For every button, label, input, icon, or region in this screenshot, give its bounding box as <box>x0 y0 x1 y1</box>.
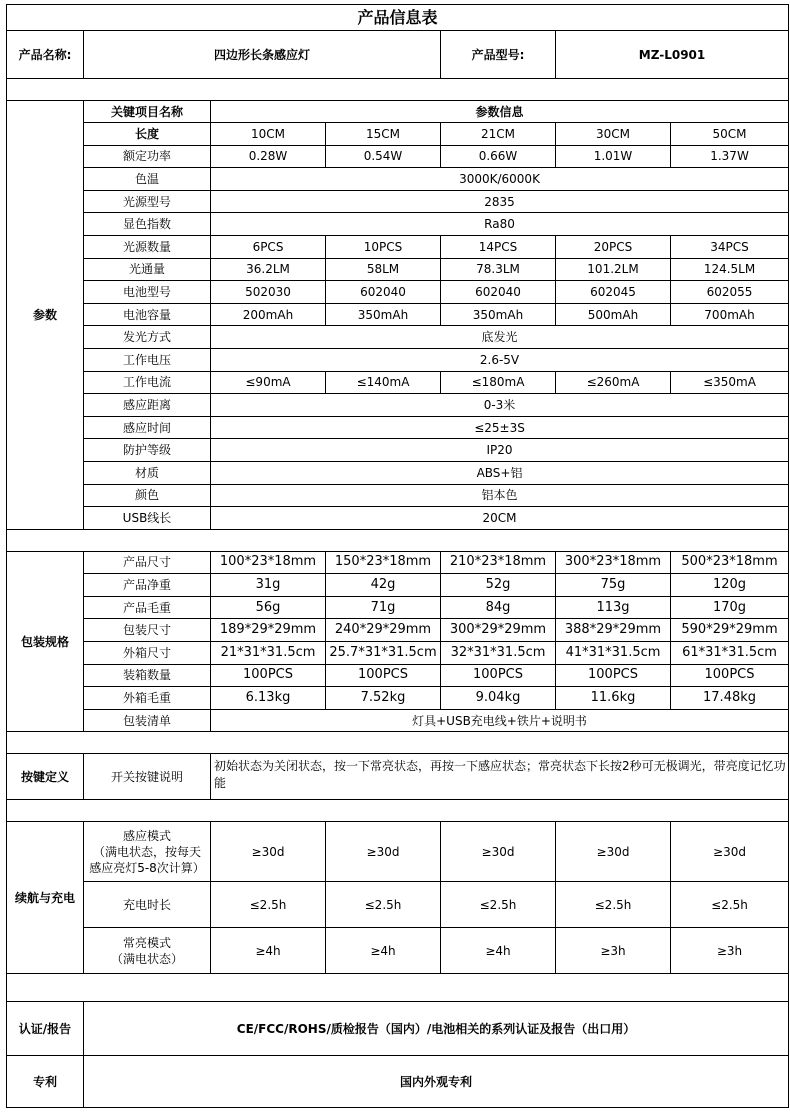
battery-label <box>84 882 211 928</box>
battery-label <box>84 928 211 974</box>
param-value: 20PCS <box>556 235 671 258</box>
packaging-value: 71g <box>326 596 441 619</box>
param-value: 21CM <box>441 123 556 146</box>
param-value: ≤180mA <box>441 371 556 394</box>
battery-label-line: 常亮模式 <box>122 935 171 950</box>
param-value-merged: ≤25±3S <box>211 416 789 439</box>
section-label-params: 参数 <box>7 101 84 530</box>
param-value: ≤90mA <box>211 371 326 394</box>
param-label: USB线长 <box>84 507 211 530</box>
packaging-value-merged: 灯具+USB充电线+铁片+说明书 <box>211 709 789 732</box>
param-value: ≤350mA <box>671 371 789 394</box>
param-value: 500mAh <box>556 303 671 326</box>
cert-value: CE/FCC/ROHS/质检报告（国内）/电池相关的系列认证及报告（出口用） <box>84 1002 789 1056</box>
param-value: 124.5LM <box>671 258 789 281</box>
spacer-row <box>7 800 789 822</box>
section-label-button: 按键定义 <box>7 754 84 800</box>
packaging-value: 7.52kg <box>326 687 441 710</box>
param-value: 1.01W <box>556 145 671 168</box>
param-label: 感应距离 <box>84 394 211 417</box>
param-value: 602040 <box>441 281 556 304</box>
packaging-value: 25.7*31*31.5cm <box>326 642 441 665</box>
battery-label-line: 感应亮灯5-8次计算） <box>89 860 205 875</box>
battery-label-line: （满电状态） <box>110 951 183 966</box>
cert-row <box>7 1002 789 1056</box>
battery-row <box>7 882 789 928</box>
spacer-row <box>7 732 789 754</box>
col-header-info: 参数信息 <box>211 101 789 123</box>
packaging-value: 113g <box>556 596 671 619</box>
param-label: 电池型号 <box>84 281 211 304</box>
param-value-merged: IP20 <box>211 439 789 462</box>
battery-value: ≥3h <box>556 928 671 974</box>
product-name-label: 产品名称: <box>7 31 84 79</box>
spacer-cell <box>7 800 789 822</box>
spacer-cell <box>7 974 789 1002</box>
params-row <box>7 461 789 484</box>
packaging-label: 外箱尺寸 <box>84 642 211 665</box>
battery-label-line: （满电状态，按每天 <box>92 844 201 859</box>
packaging-value: 61*31*31.5cm <box>671 642 789 665</box>
cert-label: 认证/报告 <box>7 1002 84 1056</box>
spacer-row <box>7 79 789 101</box>
battery-value: ≥4h <box>211 928 326 974</box>
battery-label <box>84 822 211 882</box>
packaging-label: 包装清单 <box>84 709 211 732</box>
spacer-row <box>7 529 789 551</box>
packaging-row <box>7 619 789 642</box>
param-label: 材质 <box>84 461 211 484</box>
packaging-label: 装箱数量 <box>84 664 211 687</box>
spacer-cell <box>7 529 789 551</box>
battery-label-line: 感应模式 <box>122 828 171 843</box>
packaging-value: 17.48kg <box>671 687 789 710</box>
param-value: 34PCS <box>671 235 789 258</box>
params-row <box>7 326 789 349</box>
packaging-value: 210*23*18mm <box>441 551 556 574</box>
params-row <box>7 394 789 417</box>
patent-value: 国内外观专利 <box>84 1056 789 1108</box>
param-value-merged: 底发光 <box>211 326 789 349</box>
param-value: ≤140mA <box>326 371 441 394</box>
packaging-value: 84g <box>441 596 556 619</box>
param-label: 色温 <box>84 168 211 191</box>
packaging-value: 300*23*18mm <box>556 551 671 574</box>
packaging-row <box>7 709 789 732</box>
page-title: 产品信息表 <box>7 5 789 31</box>
params-row <box>7 168 789 191</box>
battery-label-line: 充电时长 <box>122 897 171 912</box>
param-label: 长度 <box>84 123 211 146</box>
param-value: 602055 <box>671 281 789 304</box>
battery-value: ≤2.5h <box>671 882 789 928</box>
param-value: 50CM <box>671 123 789 146</box>
packaging-value: 41*31*31.5cm <box>556 642 671 665</box>
packaging-row <box>7 551 789 574</box>
packaging-value: 189*29*29mm <box>211 619 326 642</box>
packaging-row <box>7 574 789 597</box>
params-row <box>7 371 789 394</box>
param-value: 602040 <box>326 281 441 304</box>
battery-value: ≤2.5h <box>556 882 671 928</box>
param-label: 光源数量 <box>84 235 211 258</box>
product-info-sheet <box>6 4 788 1108</box>
battery-value: ≥4h <box>326 928 441 974</box>
packaging-value: 100PCS <box>671 664 789 687</box>
packaging-value: 170g <box>671 596 789 619</box>
packaging-label: 外箱毛重 <box>84 687 211 710</box>
param-value: 10CM <box>211 123 326 146</box>
patent-label: 专利 <box>7 1056 84 1108</box>
packaging-label: 产品毛重 <box>84 596 211 619</box>
params-row <box>7 235 789 258</box>
packaging-row <box>7 642 789 665</box>
param-value: 6PCS <box>211 235 326 258</box>
params-row <box>7 439 789 462</box>
section-label-packaging: 包装规格 <box>7 551 84 732</box>
header-row <box>7 31 789 79</box>
param-label: 工作电流 <box>84 371 211 394</box>
param-value-merged: Ra80 <box>211 213 789 236</box>
param-label: 额定功率 <box>84 145 211 168</box>
product-model-value: MZ-L0901 <box>556 31 789 79</box>
packaging-label: 包装尺寸 <box>84 619 211 642</box>
params-row <box>7 507 789 530</box>
param-value: 30CM <box>556 123 671 146</box>
packaging-value: 100PCS <box>326 664 441 687</box>
param-value: 0.54W <box>326 145 441 168</box>
params-row <box>7 281 789 304</box>
param-label: 颜色 <box>84 484 211 507</box>
section-label-battery: 续航与充电 <box>7 822 84 974</box>
patent-row <box>7 1056 789 1108</box>
param-value: 1.37W <box>671 145 789 168</box>
params-row <box>7 484 789 507</box>
param-value: 58LM <box>326 258 441 281</box>
param-label: 感应时间 <box>84 416 211 439</box>
battery-value: ≥30d <box>326 822 441 882</box>
button-row <box>7 754 789 800</box>
button-description: 初始状态为关闭状态，按一下常亮状态，再按一下感应状态；常亮状态下长按2秒可无极调光，带亮度记忆功能 <box>211 754 789 800</box>
param-label: 防护等级 <box>84 439 211 462</box>
packaging-row <box>7 596 789 619</box>
packaging-value: 120g <box>671 574 789 597</box>
col-header-item: 关键项目名称 <box>84 101 211 123</box>
packaging-value: 52g <box>441 574 556 597</box>
param-value-merged: 0-3米 <box>211 394 789 417</box>
packaging-value: 150*23*18mm <box>326 551 441 574</box>
packaging-value: 240*29*29mm <box>326 619 441 642</box>
params-header-row <box>7 101 789 123</box>
battery-value: ≥4h <box>441 928 556 974</box>
param-value-merged: 3000K/6000K <box>211 168 789 191</box>
param-value: 0.66W <box>441 145 556 168</box>
battery-row <box>7 822 789 882</box>
spacer-cell <box>7 732 789 754</box>
packaging-value: 32*31*31.5cm <box>441 642 556 665</box>
param-value: 14PCS <box>441 235 556 258</box>
param-label: 电池容量 <box>84 303 211 326</box>
param-value-merged: ABS+铝 <box>211 461 789 484</box>
params-row <box>7 123 789 146</box>
packaging-value: 300*29*29mm <box>441 619 556 642</box>
packaging-row <box>7 664 789 687</box>
spacer-cell <box>7 79 789 101</box>
packaging-value: 100*23*18mm <box>211 551 326 574</box>
packaging-label: 产品尺寸 <box>84 551 211 574</box>
param-value: 15CM <box>326 123 441 146</box>
param-value: 602045 <box>556 281 671 304</box>
battery-value: ≥30d <box>671 822 789 882</box>
param-value: ≤260mA <box>556 371 671 394</box>
params-row <box>7 145 789 168</box>
param-value: 78.3LM <box>441 258 556 281</box>
battery-value: ≥3h <box>671 928 789 974</box>
battery-value: ≥30d <box>211 822 326 882</box>
param-value-merged: 2.6-5V <box>211 348 789 371</box>
packaging-value: 21*31*31.5cm <box>211 642 326 665</box>
param-label: 光源型号 <box>84 190 211 213</box>
param-label: 光通量 <box>84 258 211 281</box>
packaging-value: 75g <box>556 574 671 597</box>
param-label: 显色指数 <box>84 213 211 236</box>
battery-value: ≥30d <box>556 822 671 882</box>
battery-row <box>7 928 789 974</box>
packaging-value: 42g <box>326 574 441 597</box>
packaging-value: 9.04kg <box>441 687 556 710</box>
param-value: 350mAh <box>326 303 441 326</box>
param-value-merged: 2835 <box>211 190 789 213</box>
params-row <box>7 213 789 236</box>
params-row <box>7 190 789 213</box>
product-name-value: 四边形长条感应灯 <box>84 31 441 79</box>
param-value-merged: 20CM <box>211 507 789 530</box>
packaging-value: 100PCS <box>556 664 671 687</box>
param-value: 200mAh <box>211 303 326 326</box>
params-row <box>7 348 789 371</box>
battery-value: ≥30d <box>441 822 556 882</box>
spacer-row <box>7 974 789 1002</box>
param-value: 101.2LM <box>556 258 671 281</box>
packaging-value: 590*29*29mm <box>671 619 789 642</box>
battery-value: ≤2.5h <box>211 882 326 928</box>
param-label: 工作电压 <box>84 348 211 371</box>
params-row <box>7 258 789 281</box>
packaging-value: 388*29*29mm <box>556 619 671 642</box>
param-value: 36.2LM <box>211 258 326 281</box>
params-row <box>7 303 789 326</box>
packaging-row <box>7 687 789 710</box>
packaging-value: 500*23*18mm <box>671 551 789 574</box>
param-value: 350mAh <box>441 303 556 326</box>
packaging-label: 产品净重 <box>84 574 211 597</box>
params-row <box>7 416 789 439</box>
packaging-value: 31g <box>211 574 326 597</box>
packaging-value: 56g <box>211 596 326 619</box>
product-info-table <box>6 4 789 1108</box>
title-row <box>7 5 789 31</box>
packaging-value: 11.6kg <box>556 687 671 710</box>
battery-value: ≤2.5h <box>441 882 556 928</box>
product-model-label: 产品型号: <box>441 31 556 79</box>
packaging-value: 100PCS <box>211 664 326 687</box>
param-label: 发光方式 <box>84 326 211 349</box>
param-value: 700mAh <box>671 303 789 326</box>
param-value: 0.28W <box>211 145 326 168</box>
battery-value: ≤2.5h <box>326 882 441 928</box>
param-value-merged: 铝本色 <box>211 484 789 507</box>
param-value: 502030 <box>211 281 326 304</box>
button-label: 开关按键说明 <box>84 754 211 800</box>
param-value: 10PCS <box>326 235 441 258</box>
packaging-value: 6.13kg <box>211 687 326 710</box>
packaging-value: 100PCS <box>441 664 556 687</box>
